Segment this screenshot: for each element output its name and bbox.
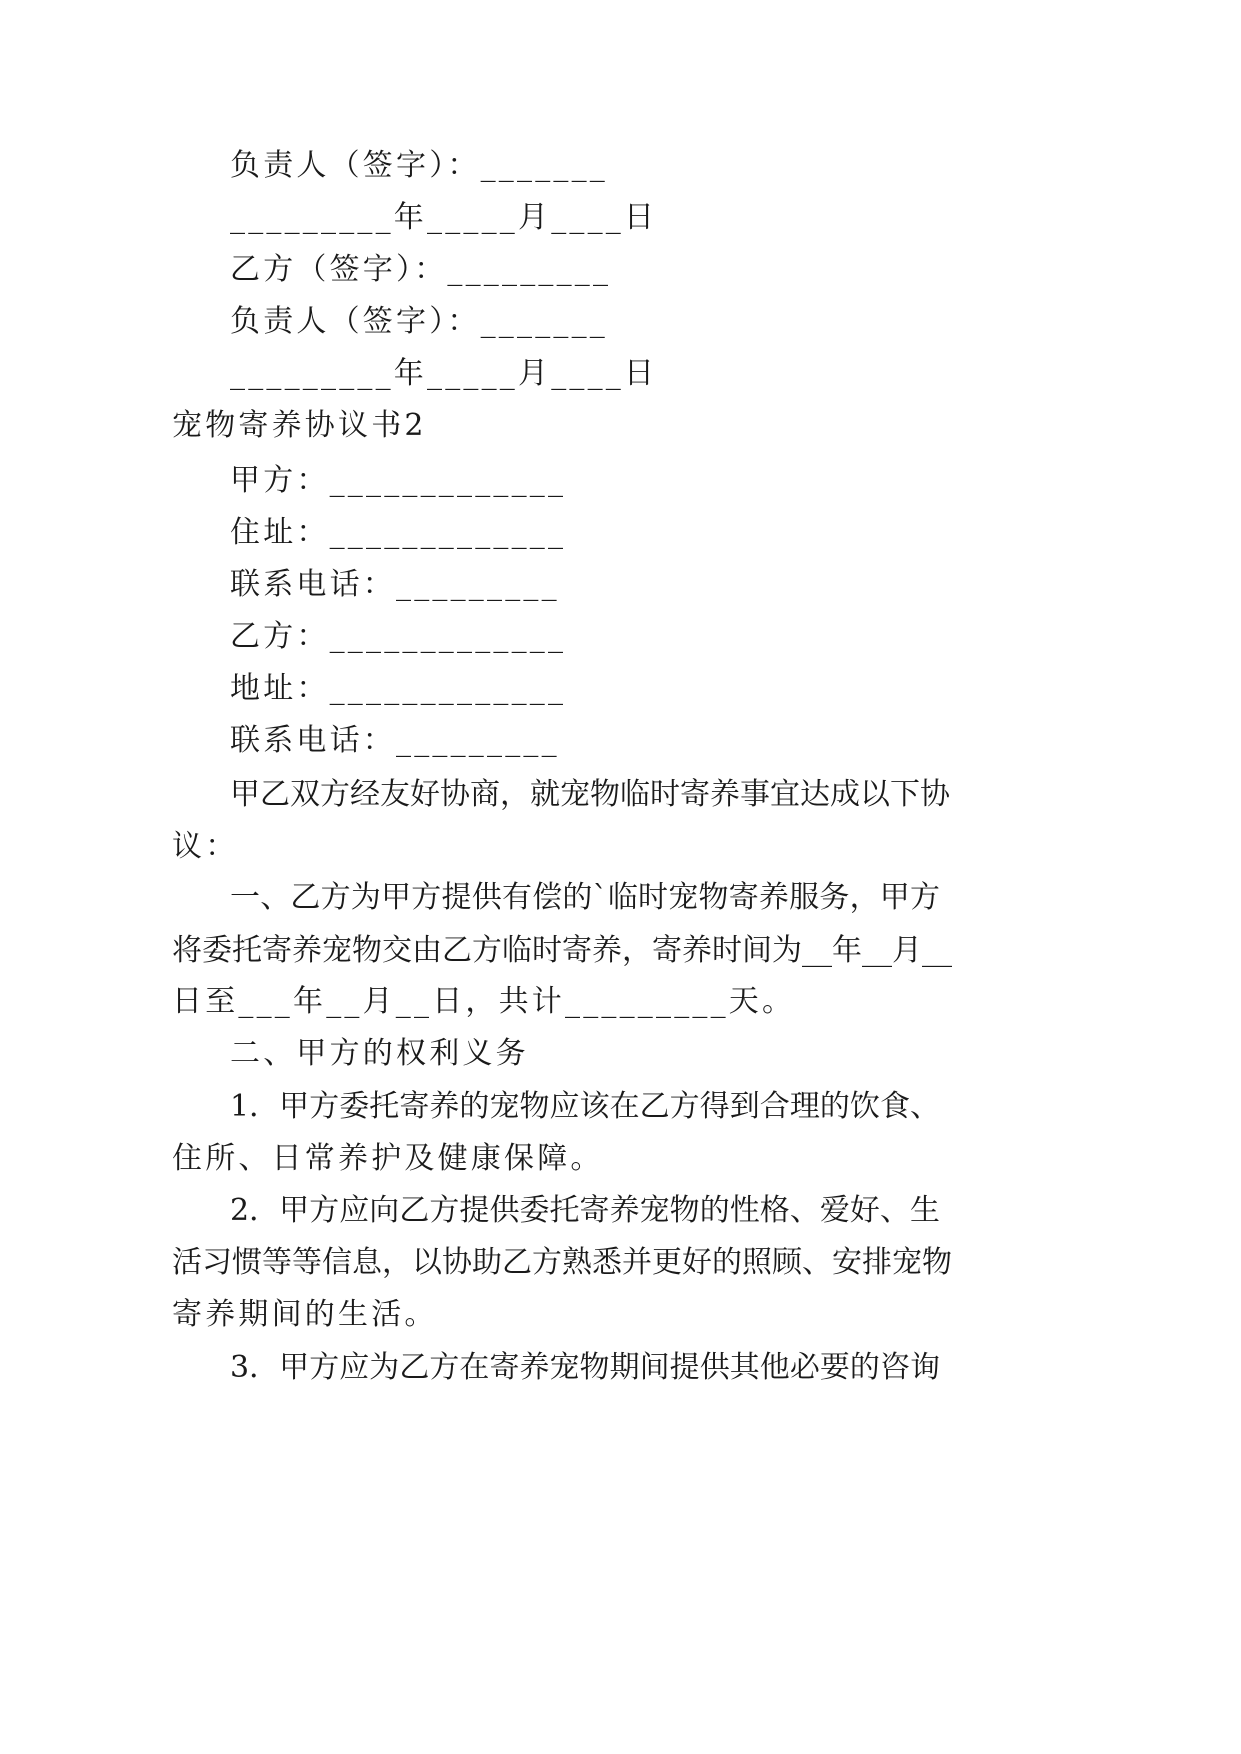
party-a-phone-field: 联系电话：_________: [230, 567, 560, 602]
item-3-line: 3．甲方应为乙方在寄养宠物期间提供其他必要的咨询: [230, 1350, 940, 1385]
sig-date-2: _________年_____月____日: [230, 356, 658, 391]
sig-party-b: 乙方（签字）：_________: [230, 252, 612, 287]
sig-date-1: _________年_____月____日: [230, 200, 658, 235]
party-b-address-field: 地址：_____________: [230, 671, 567, 706]
clause-1-line: 一、乙方为甲方提供有偿的`临时宠物寄养服务，甲方: [230, 880, 940, 915]
intro-paragraph-line: 议：: [172, 829, 239, 864]
item-2-line: 活习惯等等信息，以协助乙方熟悉并更好的照顾、安排宠物: [172, 1245, 952, 1280]
party-a-field: 甲方：_____________: [230, 463, 567, 498]
sig-person-1: 负责人（签字）：_______: [230, 148, 608, 183]
party-b-field: 乙方：_____________: [230, 619, 567, 654]
item-1-line: 住所、日常养护及健康保障。: [172, 1141, 604, 1176]
section-2-heading: 二、甲方的权利义务: [230, 1036, 529, 1071]
item-2-line: 2．甲方应向乙方提供委托寄养宠物的性格、爱好、生: [230, 1193, 940, 1228]
party-a-address-field: 住址：_____________: [230, 515, 567, 550]
party-b-phone-field: 联系电话：_________: [230, 723, 560, 758]
intro-paragraph-line: 甲乙双方经友好协商，就宠物临时寄养事宜达成以下协: [230, 777, 950, 812]
item-2-line: 寄养期间的生活。: [172, 1297, 438, 1332]
document-title: 宠物寄养协议书2: [172, 408, 427, 443]
clause-1-line: 将委托寄养宠物交由乙方临时寄养，寄养时间为__年__月__: [172, 933, 952, 968]
sig-person-2: 负责人（签字）：_______: [230, 304, 608, 339]
item-1-line: 1．甲方委托寄养的宠物应该在乙方得到合理的饮食、: [230, 1089, 940, 1124]
clause-1-line: 日至___年__月__日，共计_________天。: [172, 984, 796, 1019]
